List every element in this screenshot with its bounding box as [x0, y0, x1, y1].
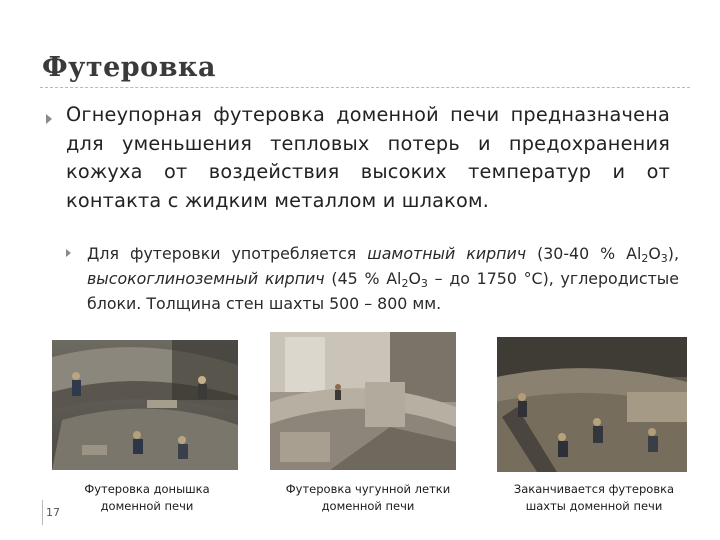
- sub-paragraph-text: – до 1750 °С), углеродистые блоки. Толщина стен шахты 500 – 800 мм.: [87, 269, 679, 313]
- title-divider: [40, 87, 690, 88]
- sub-paragraph-text: (45 % Al: [324, 269, 402, 288]
- caption-line: доменной печи: [100, 499, 194, 513]
- page-number: 17: [46, 506, 60, 519]
- sub-paragraph-text: O: [408, 269, 421, 288]
- caption-line: доменной печи: [321, 499, 415, 513]
- photo-caption: [268, 481, 468, 515]
- photo-caption: [494, 481, 694, 515]
- subscript: 2: [641, 252, 649, 265]
- sub-paragraph-text: O: [648, 244, 661, 263]
- footer-divider: [42, 500, 43, 525]
- caption-line: Футеровка чугунной летки: [285, 482, 451, 496]
- caption-line: Футеровка донышка: [84, 482, 210, 496]
- photo-shaft-lining: [497, 337, 687, 472]
- high-alumina-brick-term: высокоглиноземный кирпич: [87, 269, 325, 288]
- bullet-triangle-icon: [46, 114, 52, 124]
- sub-paragraph-text: ),: [667, 244, 679, 263]
- main-paragraph: Огнеупорная футеровка доменной печи предназначена для уменьшения тепловых потерь и предохранения кожуха от воздействия высоких температур и от контакта с жидким металлом и шлаком.: [66, 103, 670, 212]
- photo-caption: [62, 481, 232, 515]
- sub-bullet-triangle-icon: [66, 249, 71, 257]
- subscript: 3: [660, 252, 668, 265]
- photo-taphole-lining: [270, 332, 456, 470]
- sub-paragraph-text: (30-40 % Al: [526, 244, 642, 263]
- caption-line: Заканчивается футеровка: [513, 482, 675, 496]
- fireclay-brick-term: шамотный кирпич: [367, 244, 527, 263]
- photo-hearth-bottom-lining: [52, 340, 238, 470]
- slide-title: Футеровка: [42, 52, 216, 83]
- sub-paragraph: [87, 241, 679, 316]
- caption-line: шахты доменной печи: [525, 499, 663, 513]
- subscript: 3: [420, 277, 428, 290]
- subscript: 2: [401, 277, 409, 290]
- sub-paragraph-text: Для футеровки употребляется: [87, 244, 368, 263]
